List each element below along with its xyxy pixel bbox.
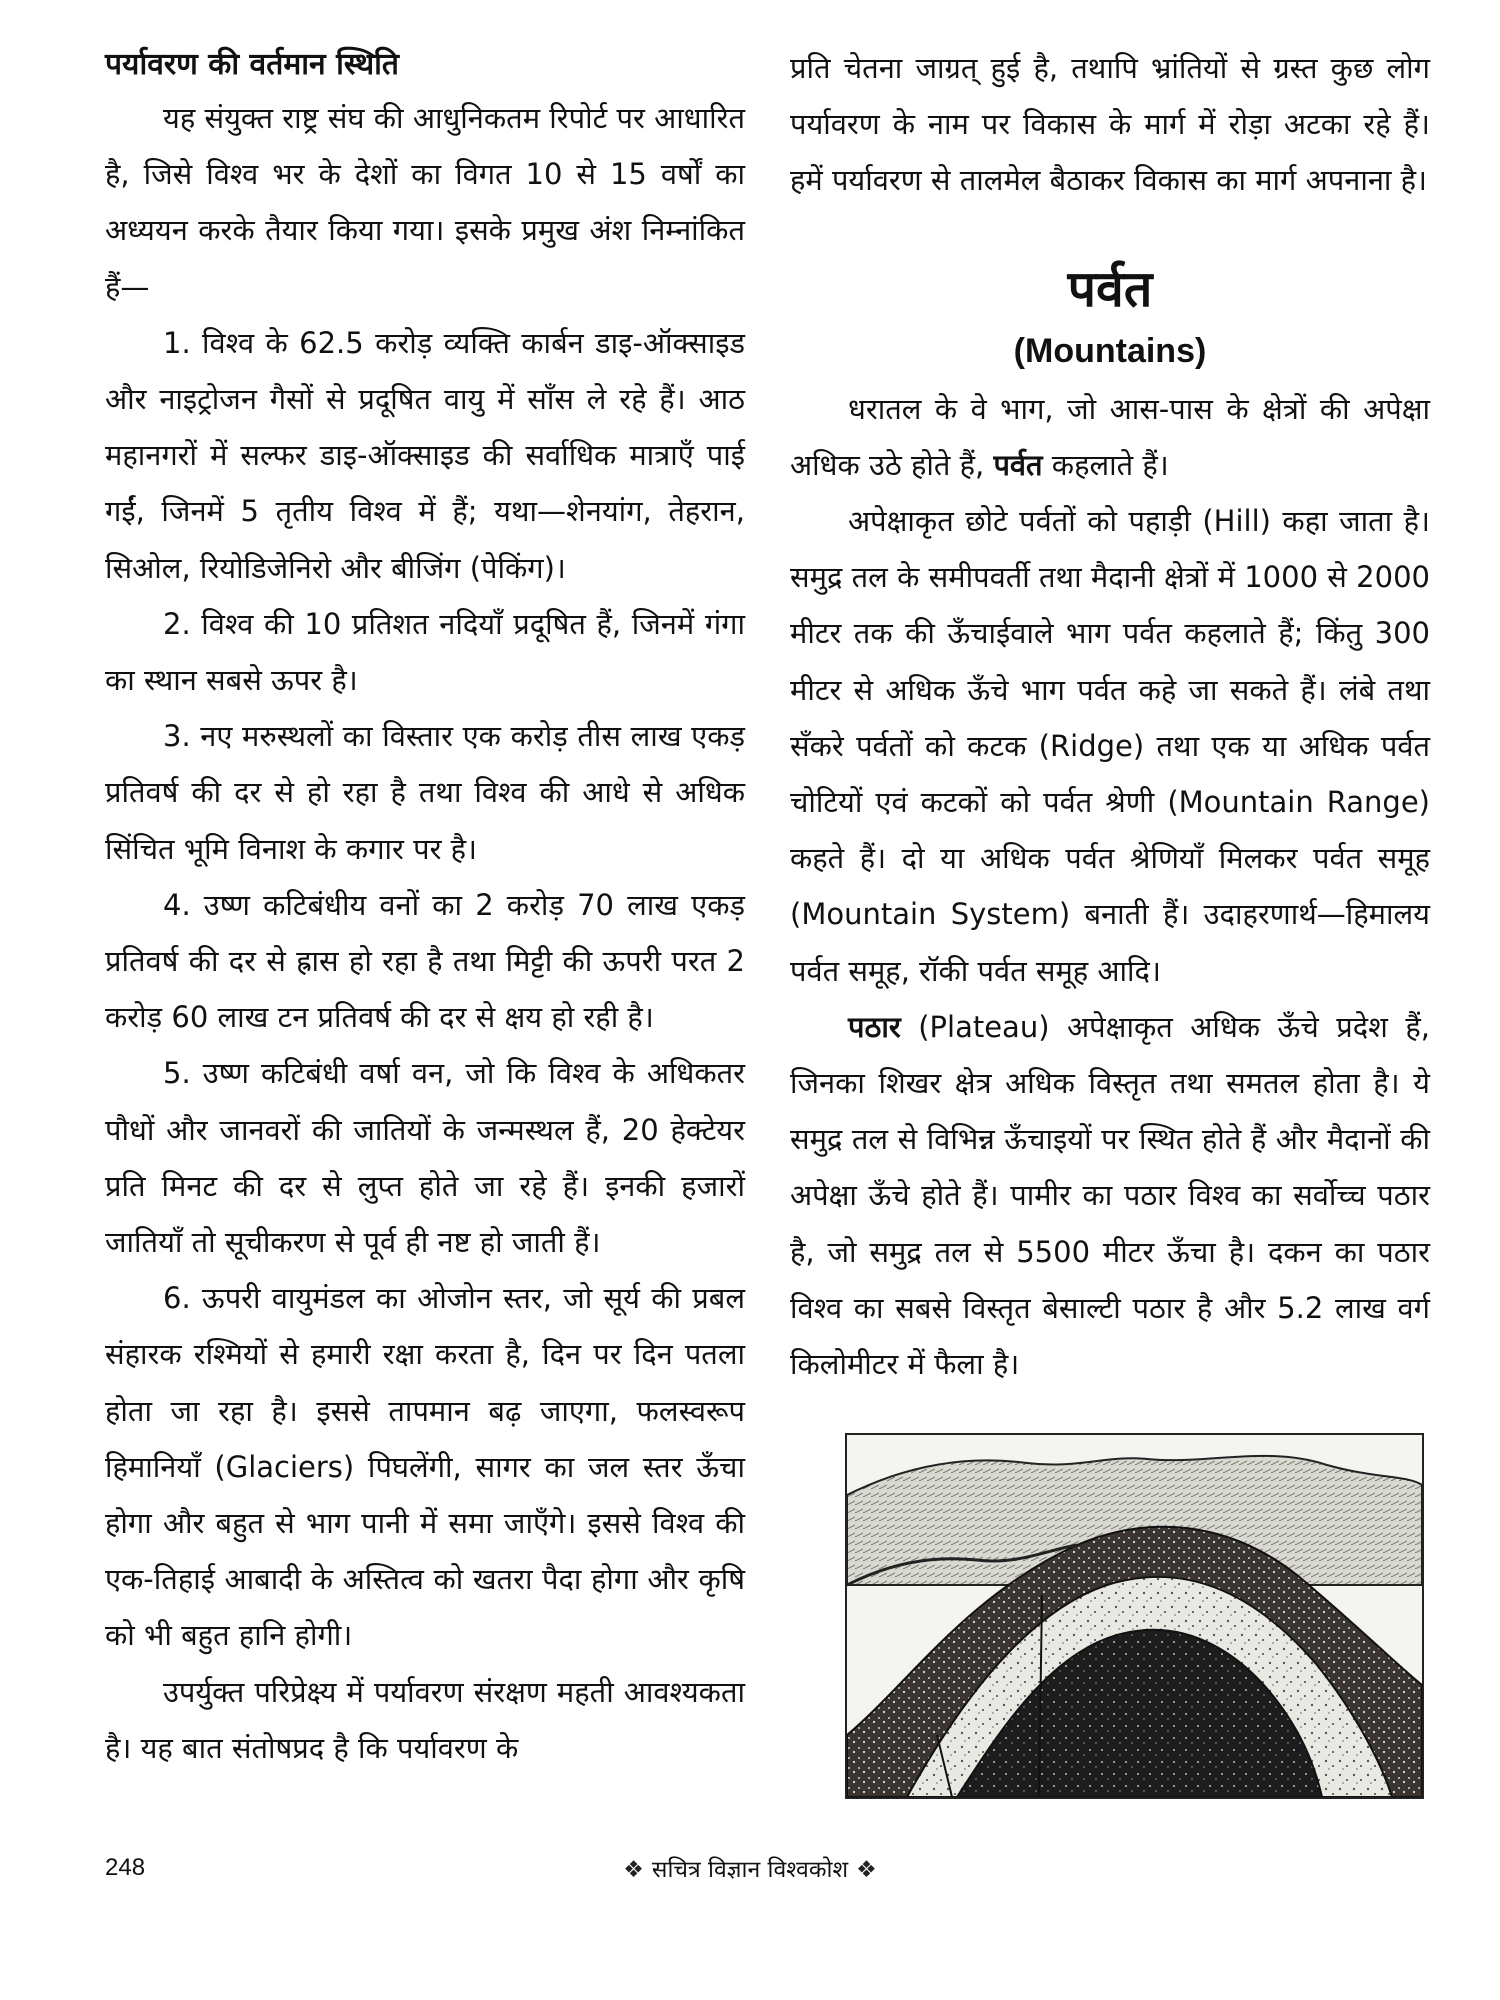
paragraph-point-4: 4. उष्ण कटिबंधीय वनों का 2 करोड़ 70 लाख एकड़ प्रतिवर्ष की दर से ह्रास हो रहा है तथा मिट्टी की ऊपरी परत 2 करोड़ 60 लाख टन प्रतिवर्ष की दर से क्षय हो रही है। <box>105 887 745 1035</box>
paragraph-intro: यह संयुक्त राष्ट्र संघ की आधुनिकतम रिपोर्ट पर आधारित है, जिसे विश्व भर के देशों का विगत 10 से 15 वर्षों का अध्ययन करके तैयार किया गया। इसके प्रमुख अंश निम्नांकित हैं— <box>105 101 745 304</box>
term-pathar: पठार <box>848 1009 901 1044</box>
fold-mountain-drawing <box>847 1435 1422 1797</box>
paragraph-hills-ranges: अपेक्षाकृत छोटे पर्वतों को पहाड़ी (Hill) कहा जाता है। समुद्र तल के समीपवर्ती तथा मैदानी क्षेत्रों में 1000 से 2000 मीटर तक की ऊँचाईवाले भाग पर्वत कहलाते हैं; किंतु 300 मीटर से अधिक ऊँचे भाग पर्वत कहे जा सकते हैं। लंबे तथा सँकरे पर्वतों को कटक (Ridge) तथा एक या अधिक पर्वत चोटियों एवं कटकों को पर्वत श्रेणी (Mountain Range) कहते हैं। दो या अधिक पर्वत श्रेणियाँ मिलकर पर्वत समूह (Mountain System) बनाती हैं। उदाहरणार्थ—हिमालय पर्वत समूह, रॉकी पर्वत समूह आदि। <box>790 504 1430 988</box>
paragraph-point-5: 5. उष्ण कटिबंधी वर्षा वन, जो कि विश्व के अधिकतर पौधों और जानवरों की जातियों के जन्मस्थल हैं, 20 हेक्टेयर प्रति मिनट की दर से लुप्त होते जा रहे हैं। इनकी हजारों जातियाँ तो सूचीकरण से पूर्व ही नष्ट हो जाती हैं। <box>105 1056 745 1260</box>
running-footer <box>0 1852 1500 1884</box>
term-parvat: पर्वत <box>993 447 1043 482</box>
paragraph-continuation: प्रति चेतना जाग्रत् हुई है, तथापि भ्रांतियों से ग्रस्त कुछ लोग पर्यावरण के नाम पर विकास के मार्ग में रोड़ा अटका रहे हैं। हमें पर्यावरण से तालमेल बैठाकर विकास का मार्ग अपनाना है। <box>790 51 1430 198</box>
section-title-hindi: पर्वत <box>1067 259 1153 318</box>
paragraph-point-1: 1. विश्व के 62.5 करोड़ व्यक्ति कार्बन डाइ-ऑक्साइड और नाइट्रोजन गैसों से प्रदूषित वायु में साँस ले रहे हैं। आठ महानगरों में सल्फर डाइ-ऑक्साइड की सर्वाधिक मात्राएँ पाई गईं, जिनमें 5 तृतीय विश्व में हैं; यथा—शेनयांग, तेहरान, सिओल, रियोडिजेनिरो और बीजिंग (पेकिंग)। <box>105 325 745 585</box>
paragraph-point-2: 2. विश्व की 10 प्रतिशत नदियाँ प्रदूषित हैं, जिनमें गंगा का स्थान सबसे ऊपर है। <box>105 606 745 698</box>
ornament-left-icon: ❖ <box>623 1857 644 1883</box>
paragraph-plateau: पठार (Plateau) अपेक्षाकृत अधिक ऊँचे प्रदेश हैं, जिनका शिखर क्षेत्र अधिक विस्तृत तथा समतल होता है। ये समुद्र तल से विभिन्न ऊँचाइयों पर स्थित होते हैं और मैदानों की अपेक्षा ऊँचे होते हैं। पामीर का पठार विश्व का सर्वोच्च पठार है, जो समुद्र तल से 5500 मीटर ऊँचा है। दकन का पठार विश्व का सबसे विस्तृत बेसाल्टी पठार है और 5.2 लाख वर्ग किलोमीटर में फैला है। <box>790 1009 1430 1382</box>
section-heading-environment: पर्यावरण की वर्तमान स्थिति <box>105 47 400 82</box>
section-title-english: (Mountains) <box>1013 331 1207 370</box>
right-column <box>790 40 1430 1392</box>
paragraph-point-3: 3. नए मरुस्थलों का विस्तार एक करोड़ तीस लाख एकड़ प्रतिवर्ष की दर से हो रहा है तथा विश्व की आधे से अधिक सिंचित भूमि विनाश के कगार पर है। <box>105 719 745 866</box>
ornament-right-icon: ❖ <box>856 1857 877 1883</box>
left-column <box>105 40 745 1776</box>
paragraph-mountain-definition: धरातल के वे भाग, जो आस-पास के क्षेत्रों की अपेक्षा अधिक उठे होते हैं, पर्वत कहलाते हैं। <box>790 391 1430 482</box>
fold-mountain-illustration <box>845 1433 1424 1799</box>
page-number: 248 <box>105 1854 146 1881</box>
paragraph-point-6: 6. ऊपरी वायुमंडल का ओजोन स्तर, जो सूर्य की प्रबल संहारक रश्मियों से हमारी रक्षा करता है, दिन पर दिन पतला होता जा रहा है। इससे तापमान बढ़ जाएगा, फलस्वरूप हिमानियाँ (Glaciers) पिघलेंगी, सागर का जल स्तर ऊँचा होगा और बहुत से भाग पानी में समा जाएँगे। इससे विश्व की एक-तिहाई आबादी के अस्तित्व को खतरा पैदा होगा और कृषि को भी बहुत हानि होगी। <box>105 1281 745 1653</box>
paragraph-conclusion: उपर्युक्त परिप्रेक्ष्य में पर्यावरण संरक्षण महती आवश्यकता है। यह बात संतोषप्रद है कि पर्यावरण के <box>105 1674 745 1765</box>
book-title: सचित्र विज्ञान विश्वकोश <box>651 1857 849 1883</box>
